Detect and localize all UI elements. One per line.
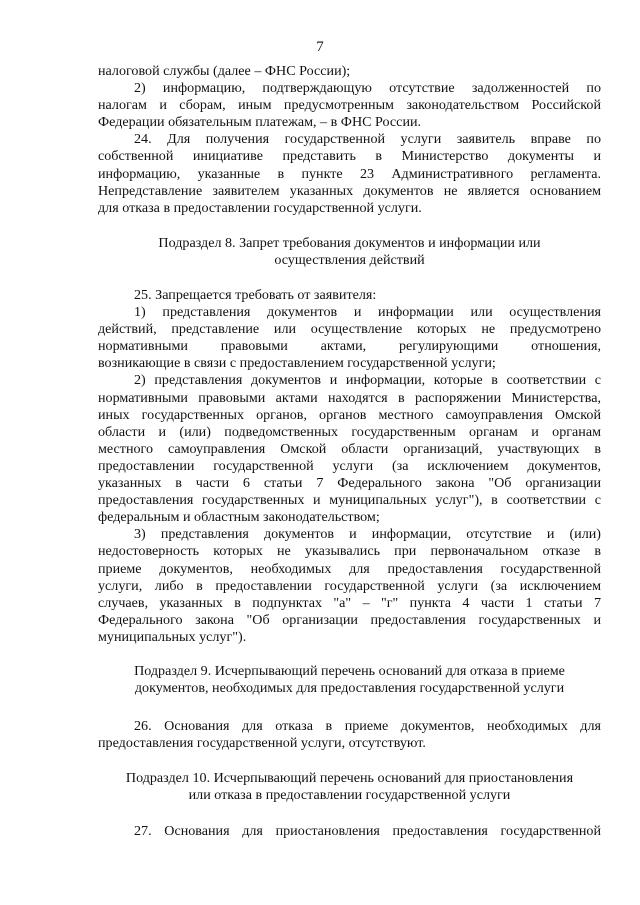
text-line: недостоверность которых не указывались при первоначальном отказе в [98,543,601,560]
heading-line: документов, необходимых для предоставления государственной услуги [134,680,565,697]
text-line: для отказа в предоставлении государственной услуги. [98,199,422,216]
text-line: области и (или) подведомственных государственным органам и органам [98,423,601,440]
text-line: нормативными правовыми актами, регулирующими отношения, [98,338,601,355]
text-line: возникающие в связи с предоставлением государственной услуги; [98,355,496,372]
text-line: информацию, указанные в пункте 23 Административного регламента. [98,165,601,182]
paragraph-block-4 [98,823,601,840]
text-line: случаев, указанных в подпунктах "а" – "г" пункта 4 части 1 статьи 7 [98,594,601,611]
text-line: налогам и сборам, иным предусмотренным законодательством Российской [98,97,601,114]
section-heading-8 [98,235,601,269]
text-line: услуги, либо в предоставлении государственной услуги (за исключением [98,577,601,594]
text-line: иных государственных органов, органов местного самоуправления Омской [98,406,601,423]
text-line: 2) информацию, подтверждающую отсутствие задолженностей по [134,80,601,97]
text-line: указанных в части 6 статьи 7 Федерального закона "Об организации [98,475,601,492]
text-line: 24. Для получения государственной услуги заявитель вправе по [134,131,601,148]
text-line: Непредставление заявителем указанных документов не является основанием [98,182,601,199]
text-line: предоставлении государственной услуги (за исключением документов, [98,457,601,474]
heading-line: Подраздел 10. Исчерпывающий перечень оснований для приостановления [125,770,574,786]
text-line: нормативными правовыми актами находятся в распоряжении Министерства, [98,389,601,406]
section-heading-9 [98,663,601,697]
text-line: Федерации обязательным платежам, – в ФНС России. [98,114,422,131]
text-line: собственной инициативе представить в Министерство документы и [98,148,601,165]
text-line: 1) представления документов и информации или осуществления [134,304,601,321]
text-line: 2) представления документов и информации, которые в соответствии с [134,372,601,389]
text-line: 27. Основания для приостановления предоставления государственной [134,823,601,839]
text-line: действий, представление или осуществление которых не предусмотрено [98,321,601,338]
paragraph-block-2 [98,287,601,646]
text-line: 25. Запрещается требовать от заявителя: [134,287,377,303]
text-line: 3) представления документов и информации, отсутствие и (или) [134,526,601,543]
heading-line: или отказа в предоставлении государственной услуги [188,787,511,804]
text-line: Федерального закона "Об организации предоставления государственных и [98,611,601,628]
text-line: местного самоуправления Омской области организаций, участвующих в [98,440,601,457]
text-line: 26. Основания для отказа в приеме документов, необходимых для [134,718,601,734]
page-number: 7 [316,39,324,55]
heading-line: осуществления действий [274,252,425,269]
text-line: муниципальных услуг"). [98,628,247,645]
paragraph-block-1 [98,63,601,217]
heading-line: Подраздел 8. Запрет требования документов и информации или [158,235,541,251]
text-line: федеральным и областным законодательством; [98,509,380,526]
section-heading-10 [98,770,601,804]
paragraph-block-3 [98,718,601,752]
text-line: предоставления государственных и муниципальных услуг"), в соответствии с [98,492,601,509]
text-line: предоставления государственной услуги, отсутствуют. [98,735,426,752]
text-line: приеме документов, необходимых для предоставления государственной [98,560,601,577]
heading-line: Подраздел 9. Исчерпывающий перечень оснований для отказа в приеме [134,663,565,679]
text-line: налоговой службы (далее – ФНС России); [98,63,351,79]
